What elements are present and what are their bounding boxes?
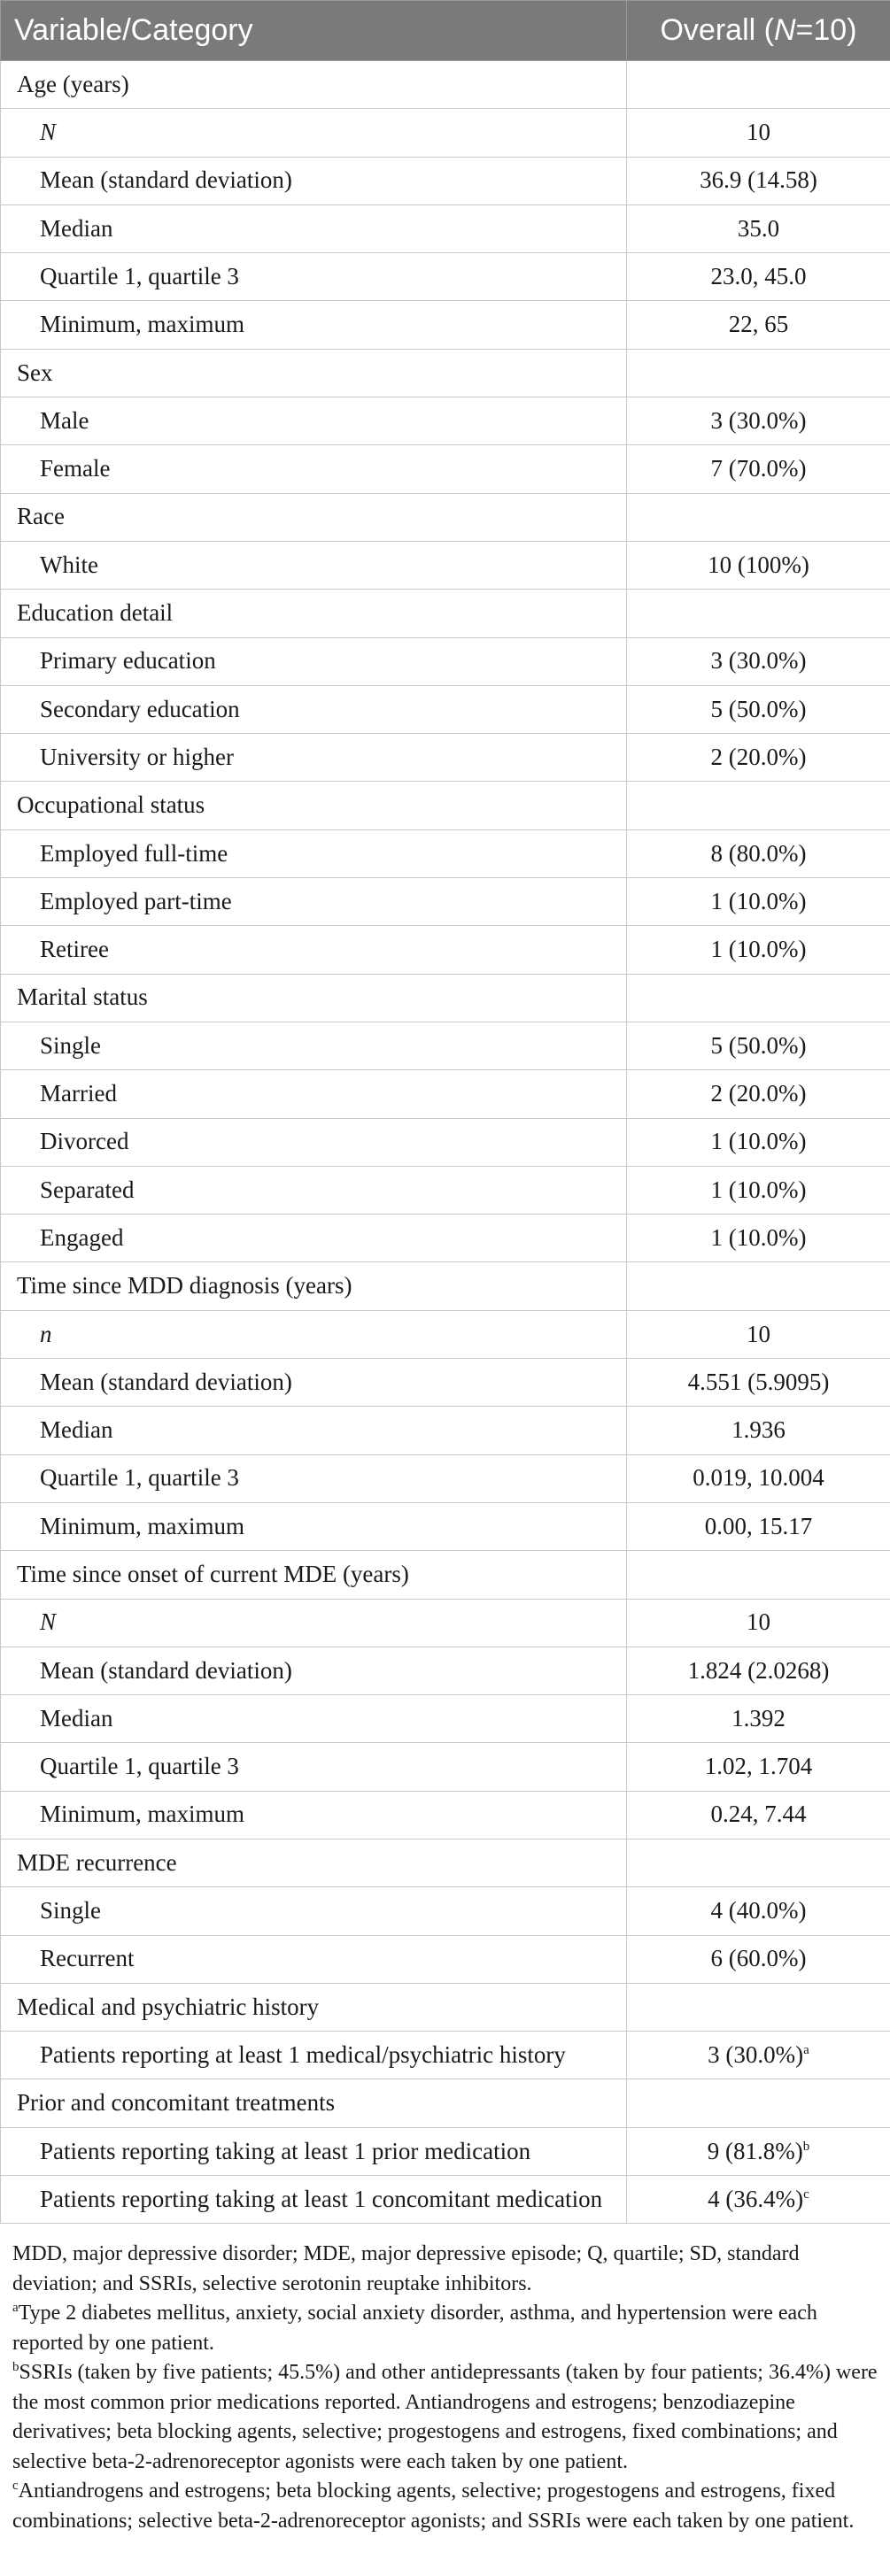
row-value [627, 1839, 890, 1886]
column-header-variable: Variable/Category [1, 1, 627, 61]
table-row [1, 1887, 890, 1935]
value-text: 35.0 [737, 214, 780, 242]
row-label: Recurrent [1, 1935, 627, 1983]
footnote-marker: a [803, 2042, 809, 2057]
row-value [627, 1791, 890, 1839]
row-value [627, 878, 890, 926]
row-value [627, 1070, 890, 1118]
row-value [627, 109, 890, 157]
section-row [1, 61, 890, 109]
value-text: 4 (36.4%) [708, 2185, 804, 2212]
value-text: 1.824 (2.0268) [687, 1656, 830, 1684]
value-text: 6 (60.0%) [710, 1945, 807, 1972]
row-value [627, 2032, 890, 2079]
footnote-marker: b [802, 2139, 810, 2154]
table-row [1, 2032, 890, 2079]
table-row [1, 1695, 890, 1743]
row-value [627, 1310, 890, 1358]
value-text: 1 (10.0%) [710, 887, 807, 914]
section-row [1, 1839, 890, 1886]
row-value [627, 1647, 890, 1694]
table-row [1, 2176, 890, 2224]
table-body [1, 61, 890, 2224]
row-label: Retiree [1, 926, 627, 974]
section-label: Time since MDD diagnosis (years) [1, 1262, 627, 1310]
header-suffix: =10) [795, 13, 857, 47]
table-row [1, 109, 890, 157]
table-row [1, 734, 890, 782]
table-row [1, 878, 890, 926]
value-text: 9 (81.8%) [707, 2137, 803, 2164]
row-label: Secondary education [1, 685, 627, 733]
value-text: 5 (50.0%) [710, 1031, 807, 1059]
table-row [1, 1022, 890, 1069]
row-value [627, 157, 890, 204]
row-label: Mean (standard deviation) [1, 1647, 627, 1694]
footnote-text: MDD, major depressive disorder; MDE, major depressive episode; Q, quartile; SD, standard deviation; and SSRIs, selective serotonin reuptake inhibitors. [12, 2242, 800, 2295]
row-label: Primary education [1, 637, 627, 685]
footnote [12, 2299, 878, 2358]
row-value [627, 1887, 890, 1935]
section-row [1, 493, 890, 541]
value-text: 3 (30.0%) [708, 2040, 804, 2068]
footnote-text: Type 2 diabetes mellitus, anxiety, social anxiety disorder, asthma, and hypertension were each reported by one patient. [12, 2302, 817, 2355]
row-label: Employed part-time [1, 878, 627, 926]
value-text: 1 (10.0%) [710, 1176, 807, 1203]
row-label: Mean (standard deviation) [1, 1359, 627, 1407]
table-row [1, 204, 890, 252]
footnote [12, 2240, 878, 2299]
value-text: 3 (30.0%) [710, 406, 807, 434]
row-value [627, 2127, 890, 2175]
row-label: Male [1, 397, 627, 445]
value-text: 3 (30.0%) [710, 647, 807, 675]
row-value [627, 1454, 890, 1502]
row-value [627, 1695, 890, 1743]
footnote [12, 2358, 878, 2477]
table-row [1, 1743, 890, 1791]
row-label: Quartile 1, quartile 3 [1, 1454, 627, 1502]
section-label: Prior and concomitant treatments [1, 2079, 627, 2127]
row-value [627, 1743, 890, 1791]
row-label: Separated [1, 1166, 627, 1214]
row-label: Employed full-time [1, 829, 627, 877]
value-text: 10 [747, 1608, 770, 1636]
value-text: 1 (10.0%) [710, 1128, 807, 1155]
section-row [1, 782, 890, 829]
table-row [1, 1599, 890, 1647]
row-value [627, 734, 890, 782]
table-row [1, 1407, 890, 1454]
row-value [627, 445, 890, 493]
table-row [1, 1454, 890, 1502]
row-value [627, 2176, 890, 2224]
footnotes [0, 2224, 890, 2536]
value-text: 8 (80.0%) [710, 839, 807, 867]
table-row [1, 541, 890, 589]
row-label: Patients reporting taking at least 1 prior medication [1, 2127, 627, 2175]
table-row [1, 1215, 890, 1262]
table-row [1, 1118, 890, 1166]
value-text: 2 (20.0%) [710, 743, 807, 770]
table-row [1, 926, 890, 974]
value-text: 0.00, 15.17 [704, 1512, 813, 1539]
row-label: University or higher [1, 734, 627, 782]
footnote [12, 2477, 878, 2536]
row-value [627, 1359, 890, 1407]
row-value [627, 1166, 890, 1214]
table-row [1, 1647, 890, 1694]
value-text: 4.551 (5.9095) [687, 1368, 830, 1395]
value-text: 1.392 [731, 1704, 786, 1731]
row-label: Mean (standard deviation) [1, 157, 627, 204]
value-text: 22, 65 [728, 311, 789, 338]
footnote-marker: c [12, 2479, 19, 2494]
row-label: Minimum, maximum [1, 1791, 627, 1839]
row-label: Median [1, 204, 627, 252]
row-value [627, 204, 890, 252]
section-label: Occupational status [1, 782, 627, 829]
table-row [1, 301, 890, 349]
value-text: 10 [747, 119, 770, 146]
table-row [1, 1935, 890, 1983]
header-prefix: Overall ( [660, 13, 774, 47]
footnote-text: SSRIs (taken by five patients; 45.5%) and other antidepressants (taken by four patients; 36.4%) were the most common prior medications reported. Antiandrogens and estrogens; benzodiazepine derivatives; beta blocking agents, selective; progestogens and estrogens, fixed combinations; and selective beta-2-adrenoreceptor agonists were each taken by one patient. [12, 2361, 878, 2473]
table-row [1, 445, 890, 493]
section-label: Race [1, 493, 627, 541]
value-text: 5 (50.0%) [710, 695, 807, 722]
section-row [1, 590, 890, 637]
row-label: Single [1, 1022, 627, 1069]
footnote-text: Antiandrogens and estrogens; beta blocking agents, selective; progestogens and estrogens, fixed combinations; selective beta-2-adrenoreceptor agonists; and SSRIs were each taken by one patient. [12, 2480, 855, 2533]
value-text: 10 [747, 1320, 770, 1347]
value-text: 1.936 [731, 1416, 786, 1444]
table-row [1, 1070, 890, 1118]
row-label: White [1, 541, 627, 589]
row-value [627, 974, 890, 1022]
value-text: 36.9 (14.58) [700, 166, 817, 194]
section-label: Medical and psychiatric history [1, 1983, 627, 2031]
row-label: Engaged [1, 1215, 627, 1262]
row-value [627, 637, 890, 685]
row-value [627, 541, 890, 589]
table-row [1, 1359, 890, 1407]
row-label: Patients reporting taking at least 1 concomitant medication [1, 2176, 627, 2224]
section-label: MDE recurrence [1, 1839, 627, 1886]
row-value [627, 349, 890, 397]
section-label: Age (years) [1, 61, 627, 109]
value-text: 10 (100%) [708, 551, 809, 578]
row-label: Quartile 1, quartile 3 [1, 1743, 627, 1791]
table-row [1, 1502, 890, 1550]
table-row [1, 157, 890, 204]
table-row [1, 1310, 890, 1358]
section-label: Education detail [1, 590, 627, 637]
row-label: Married [1, 1070, 627, 1118]
row-label: Minimum, maximum [1, 301, 627, 349]
value-text: 23.0, 45.0 [710, 262, 807, 289]
value-text: 4 (40.0%) [710, 1897, 807, 1924]
row-value [627, 301, 890, 349]
row-value [627, 1502, 890, 1550]
row-value [627, 61, 890, 109]
row-value [627, 493, 890, 541]
section-label: Sex [1, 349, 627, 397]
row-label: Divorced [1, 1118, 627, 1166]
footnote-marker: c [803, 2187, 809, 2202]
section-row [1, 1551, 890, 1599]
table-row [1, 253, 890, 301]
row-label: Single [1, 1887, 627, 1935]
section-label: Time since onset of current MDE (years) [1, 1551, 627, 1599]
value-text: 2 (20.0%) [710, 1080, 807, 1107]
row-value [627, 782, 890, 829]
row-label: N [1, 1599, 627, 1647]
row-value [627, 1935, 890, 1983]
row-value [627, 829, 890, 877]
row-value [627, 1407, 890, 1454]
row-value [627, 685, 890, 733]
row-value [627, 590, 890, 637]
section-label: Marital status [1, 974, 627, 1022]
table-row [1, 397, 890, 445]
footnote-marker: b [12, 2360, 19, 2375]
row-label: N [1, 109, 627, 157]
table-row [1, 2127, 890, 2175]
row-label: Patients reporting at least 1 medical/psychiatric history [1, 2032, 627, 2079]
row-value [627, 1599, 890, 1647]
section-row [1, 974, 890, 1022]
row-value [627, 1118, 890, 1166]
value-text: 0.24, 7.44 [710, 1801, 807, 1828]
section-row [1, 2079, 890, 2127]
table-row [1, 1166, 890, 1214]
row-label: Median [1, 1695, 627, 1743]
row-value [627, 1983, 890, 2031]
section-row [1, 1262, 890, 1310]
row-label: Quartile 1, quartile 3 [1, 253, 627, 301]
column-header-overall [627, 1, 890, 61]
value-text: 1 (10.0%) [710, 936, 807, 963]
value-text: 7 (70.0%) [710, 455, 807, 482]
table-header [1, 1, 890, 61]
row-value [627, 253, 890, 301]
table-row [1, 637, 890, 685]
table-row [1, 685, 890, 733]
row-value [627, 926, 890, 974]
value-text: 0.019, 10.004 [693, 1464, 824, 1492]
footnote-marker: a [12, 2301, 19, 2316]
value-text: 1.02, 1.704 [704, 1753, 813, 1780]
row-value [627, 1022, 890, 1069]
row-label: Minimum, maximum [1, 1502, 627, 1550]
row-value [627, 1262, 890, 1310]
row-value [627, 2079, 890, 2127]
section-row [1, 1983, 890, 2031]
value-text: 1 (10.0%) [710, 1223, 807, 1251]
row-value [627, 1215, 890, 1262]
table-row [1, 1791, 890, 1839]
row-value [627, 1551, 890, 1599]
row-label: Median [1, 1407, 627, 1454]
header-n: N [773, 13, 796, 47]
row-label: n [1, 1310, 627, 1358]
table-row [1, 829, 890, 877]
section-row [1, 349, 890, 397]
row-label: Female [1, 445, 627, 493]
row-value [627, 397, 890, 445]
